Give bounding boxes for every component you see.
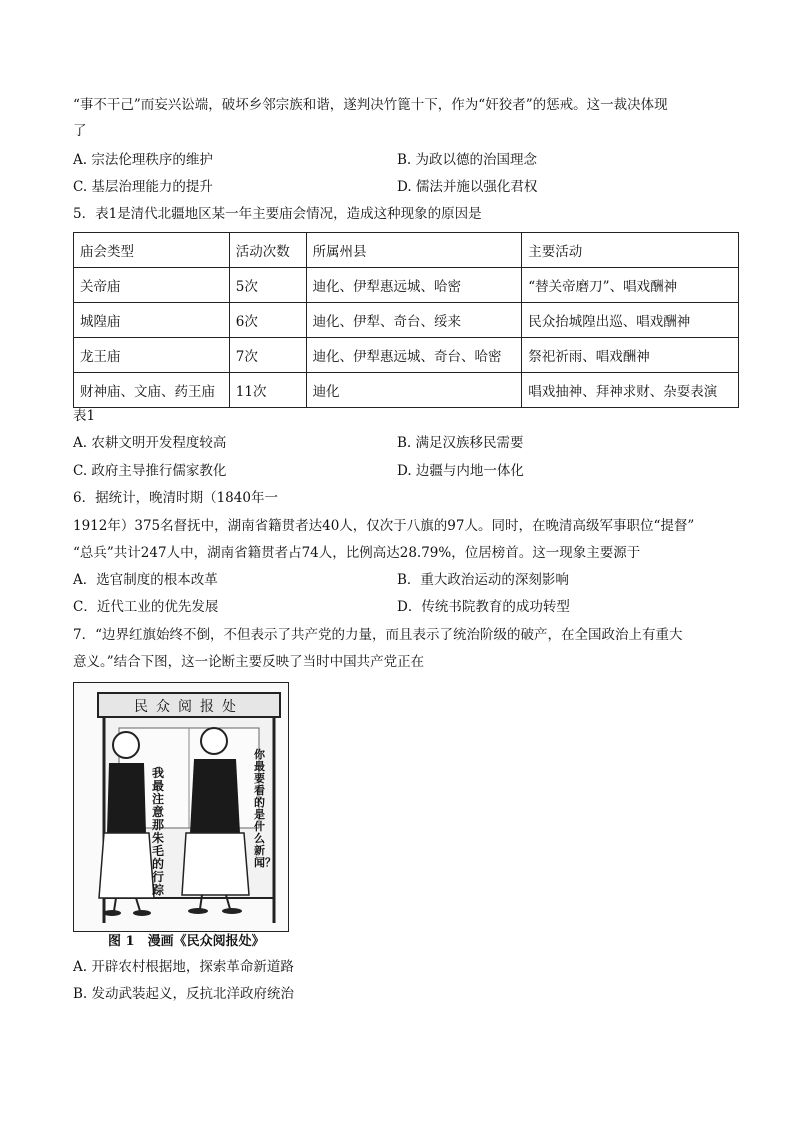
table-cell: 11次 bbox=[229, 373, 306, 408]
table-cell: 城隍庙 bbox=[74, 303, 230, 338]
comic-board-header: 民众阅报处 bbox=[134, 699, 244, 715]
q4-option-d: D. 儒法并施以强化君权 bbox=[397, 179, 538, 195]
table-cell: 5次 bbox=[229, 268, 306, 303]
table-row bbox=[74, 303, 739, 338]
table-cell: 关帝庙 bbox=[74, 268, 230, 303]
q5-option-b: B. 满足汉族移民需要 bbox=[397, 435, 524, 451]
q6-text-line3: “总兵”共计247人中，湖南省籍贯者占74人，比例高达28.79%，位居榜首。这一现象主要源于 bbox=[73, 545, 641, 561]
q5-option-d: D. 边疆与内地一体化 bbox=[397, 463, 524, 479]
table-cell: 唱戏抽神、拜神求财、杂耍表演 bbox=[522, 373, 739, 408]
table-row bbox=[74, 338, 739, 373]
q4-option-c: C. 基层治理能力的提升 bbox=[73, 179, 213, 195]
q5-option-c: C. 政府主导推行儒家教化 bbox=[73, 463, 227, 479]
table-cell: 7次 bbox=[229, 338, 306, 373]
table-cell: 迪化、伊犁惠远城、哈密 bbox=[306, 268, 522, 303]
table-header-cell: 所属州县 bbox=[306, 233, 522, 268]
q4-option-a: A. 宗法伦理秩序的维护 bbox=[73, 152, 213, 168]
table-cell: “替关帝磨刀”、唱戏酬神 bbox=[522, 268, 739, 303]
table-cell: 迪化、伊犁惠远城、奇台、哈密 bbox=[306, 338, 522, 373]
q6-option-d: D．传统书院教育的成功转型 bbox=[397, 599, 570, 615]
q5-table bbox=[73, 232, 739, 408]
q7-option-a: A. 开辟农村根据地，探索革命新道路 bbox=[73, 959, 294, 975]
table-row bbox=[74, 373, 739, 408]
table-header-row bbox=[74, 233, 739, 268]
q7-text-line2: 意义。”结合下图，这一论断主要反映了当时中国共产党正在 bbox=[73, 654, 425, 670]
q6-option-a: A．选官制度的根本改革 bbox=[73, 572, 218, 588]
q7-option-b: B. 发动武装起义，反抗北洋政府统治 bbox=[73, 986, 295, 1002]
q7-text-line1: 7．“边界红旗始终不倒，不但表示了共产党的力量，而且表示了统治阶级的破产，在全国政治上有重大 bbox=[73, 627, 683, 643]
q6-text-line1: 6．据统计，晚清时期（1840年一 bbox=[73, 490, 278, 506]
figure-caption: 图 1 漫画《民众阅报处》 bbox=[108, 934, 265, 949]
q5-table-caption: 表1 bbox=[73, 408, 96, 424]
table-cell: 迪化 bbox=[306, 373, 522, 408]
table-header-cell: 活动次数 bbox=[229, 233, 306, 268]
q6-option-c: C．近代工业的优先发展 bbox=[73, 599, 219, 615]
q5-stem: 5．表1是清代北疆地区某一年主要庙会情况，造成这种现象的原因是 bbox=[73, 206, 482, 222]
q4-text-line1: “事不干己”而妄兴讼端，破坏乡邻宗族和谐，遂判决竹篦十下，作为“奸狡者”的惩戒。这一裁决体现 bbox=[73, 97, 668, 113]
table-header-cell: 主要活动 bbox=[522, 233, 739, 268]
table-cell: 财神庙、文庙、药王庙 bbox=[74, 373, 230, 408]
q6-option-b: B．重大政治运动的深刻影响 bbox=[397, 572, 569, 588]
table-cell: 迪化、伊犁、奇台、绥来 bbox=[306, 303, 522, 338]
q6-text-line2: 1912年）375名督抚中，湖南省籍贯者达40人，仅次于八旗的97人。同时，在晚清高级军事职位“提督” bbox=[73, 518, 695, 534]
q4-text-line2: 了 bbox=[73, 123, 87, 139]
q5-option-a: A. 农耕文明开发程度较高 bbox=[73, 435, 227, 451]
comic-speech-right: 你最要看的是什么新闻？ bbox=[254, 748, 276, 869]
table-header-cell: 庙会类型 bbox=[74, 233, 230, 268]
comic-figure bbox=[73, 682, 289, 932]
table-cell: 龙王庙 bbox=[74, 338, 230, 373]
table-cell: 民众抬城隍出巡、唱戏酬神 bbox=[522, 303, 739, 338]
q4-option-b: B. 为政以德的治国理念 bbox=[397, 152, 538, 168]
table-row bbox=[74, 268, 739, 303]
table-cell: 6次 bbox=[229, 303, 306, 338]
comic-speech-left: 我最注意那朱毛的行踪 bbox=[152, 766, 165, 897]
table-cell: 祭祀祈雨、唱戏酬神 bbox=[522, 338, 739, 373]
